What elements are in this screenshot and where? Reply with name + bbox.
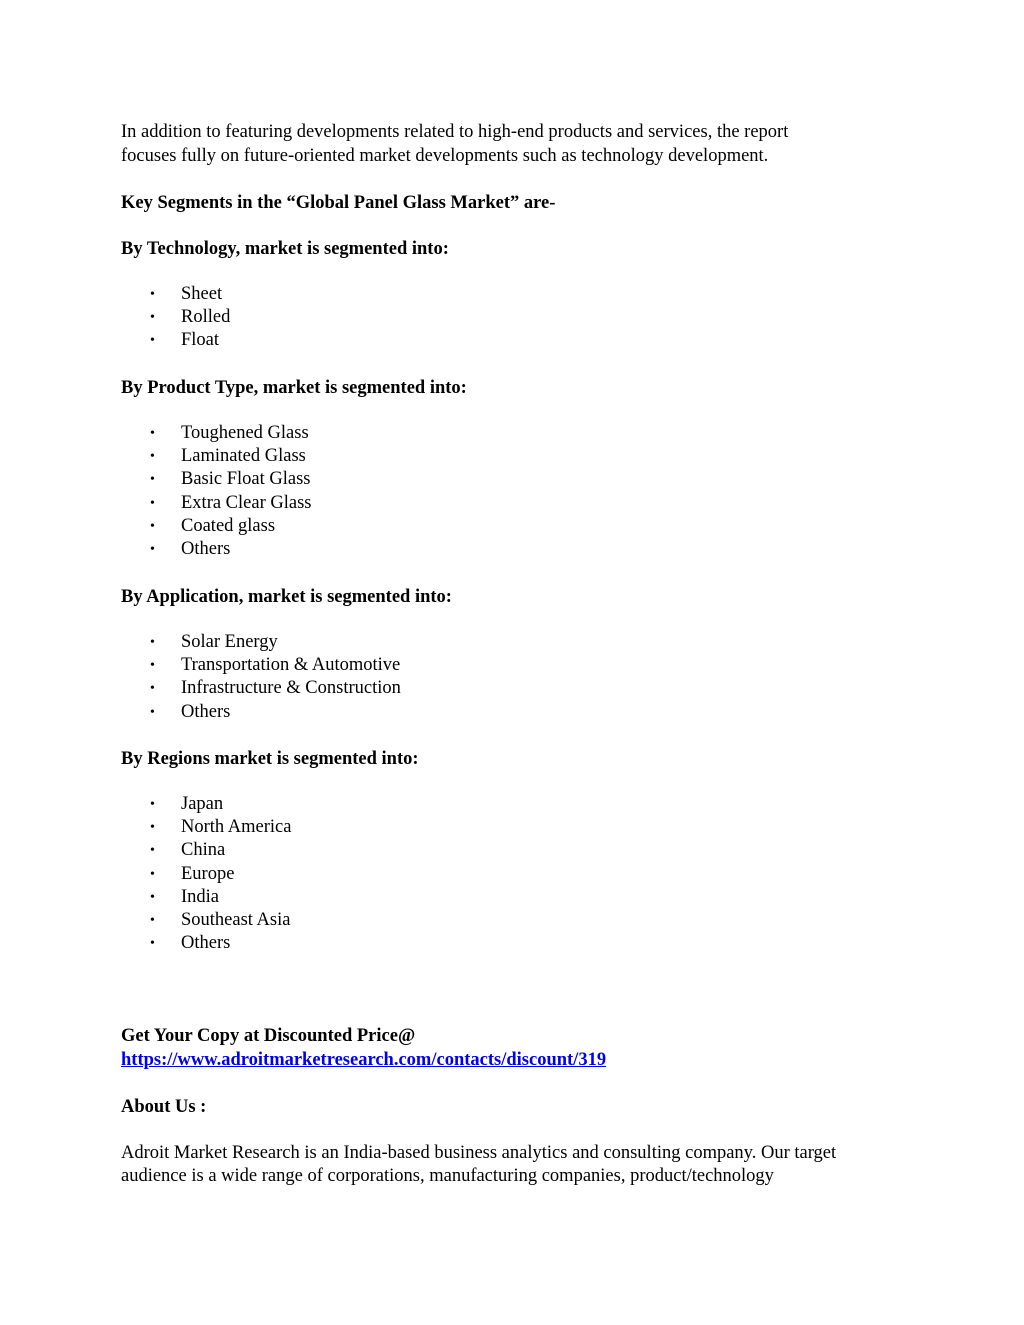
list-item-label: Basic Float Glass bbox=[181, 469, 311, 490]
list-item-label: Others bbox=[181, 701, 231, 722]
bullet-icon: • bbox=[150, 472, 155, 488]
discount-label: Get Your Copy at Discounted Price@ bbox=[121, 1026, 416, 1046]
application-heading: By Application, market is segmented into: bbox=[121, 587, 452, 607]
list-item-label: Europe bbox=[181, 863, 235, 884]
list-item-label: Laminated Glass bbox=[181, 446, 306, 467]
bullet-icon: • bbox=[150, 889, 155, 905]
bullet-icon: • bbox=[150, 518, 155, 534]
list-item-label: Float bbox=[181, 330, 220, 351]
discount-link[interactable]: https://www.adroitmarketresearch.com/contacts/discount/319 bbox=[121, 1050, 607, 1070]
bullet-icon: • bbox=[150, 495, 155, 511]
bullet-icon: • bbox=[150, 635, 155, 650]
intro-line-2: focuses fully on future-oriented market developments such as technology development. bbox=[121, 146, 769, 166]
bullet-icon: • bbox=[150, 287, 155, 302]
bullet-icon: • bbox=[150, 704, 155, 720]
bullet-icon: • bbox=[150, 797, 155, 812]
list-item-label: Japan bbox=[181, 794, 224, 814]
about-line-2: audience is a wide range of corporations, manufacturing companies, product/technology bbox=[121, 1166, 774, 1186]
list-item-label: Southeast Asia bbox=[181, 909, 291, 930]
regions-heading: By Regions market is segmented into: bbox=[121, 749, 419, 769]
bullet-icon: • bbox=[150, 912, 155, 928]
list-item-label: Solar Energy bbox=[181, 632, 278, 652]
bullet-icon: • bbox=[150, 449, 155, 465]
product-type-heading: By Product Type, market is segmented into: bbox=[121, 378, 467, 398]
list-item-label: Transportation & Automotive bbox=[181, 655, 401, 676]
about-line-1: Adroit Market Research is an India-based business analytics and consulting company. Our target bbox=[121, 1143, 837, 1163]
list-item-label: Rolled bbox=[181, 307, 231, 328]
list-item-label: Sheet bbox=[181, 284, 223, 304]
list-item-label: Others bbox=[181, 933, 231, 954]
list-item-label: Extra Clear Glass bbox=[181, 492, 312, 513]
list-item-label: China bbox=[181, 840, 226, 861]
intro-line-1: In addition to featuring developments related to high-end products and services, the report bbox=[121, 122, 789, 142]
list-item-label: North America bbox=[181, 817, 292, 838]
list-item-label: Coated glass bbox=[181, 515, 276, 536]
list-item-label: Infrastructure & Construction bbox=[181, 678, 401, 699]
bullet-icon: • bbox=[150, 426, 155, 441]
bullet-icon: • bbox=[150, 681, 155, 697]
bullet-icon: • bbox=[150, 541, 155, 557]
bullet-icon: • bbox=[150, 310, 155, 326]
key-segments-heading: Key Segments in the “Global Panel Glass Market” are- bbox=[121, 193, 556, 213]
about-heading: About Us : bbox=[121, 1097, 207, 1117]
bullet-icon: • bbox=[150, 658, 155, 674]
list-item-label: Toughened Glass bbox=[181, 423, 309, 443]
bullet-icon: • bbox=[150, 820, 155, 836]
bullet-icon: • bbox=[150, 866, 155, 882]
bullet-icon: • bbox=[150, 333, 155, 349]
technology-heading: By Technology, market is segmented into: bbox=[121, 239, 449, 259]
list-item-label: Others bbox=[181, 538, 231, 559]
list-item-label: India bbox=[181, 886, 220, 907]
bullet-icon: • bbox=[150, 843, 155, 859]
bullet-icon: • bbox=[150, 936, 155, 952]
